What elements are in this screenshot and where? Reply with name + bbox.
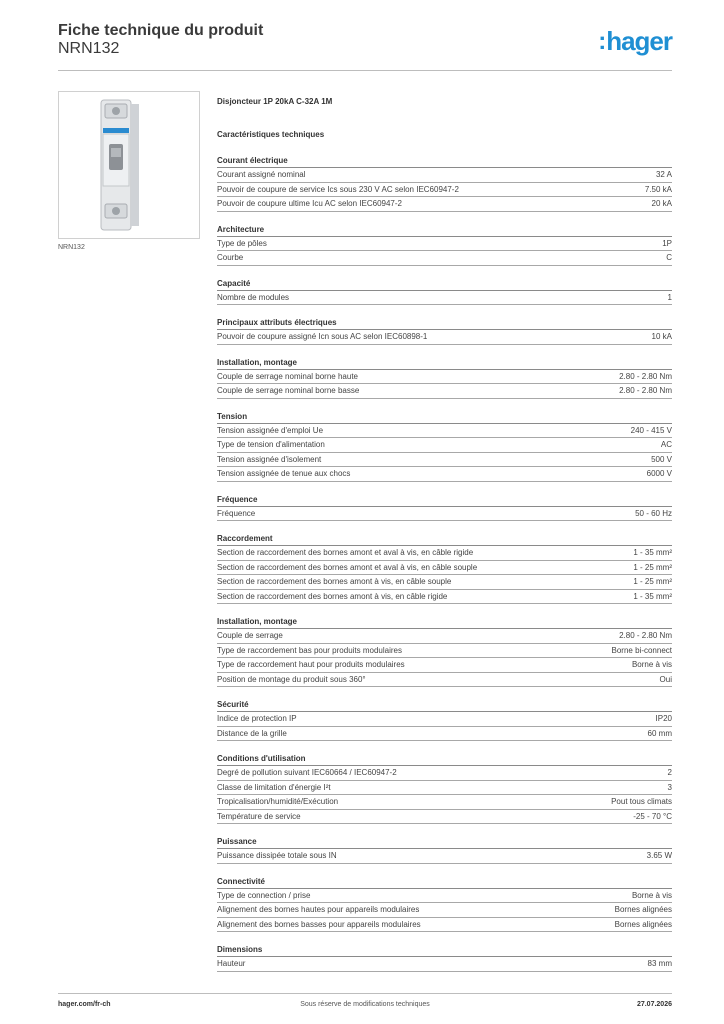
spec-label: Section de raccordement des bornes amont à vis, en câble rigide <box>217 591 448 601</box>
spec-row <box>217 197 672 212</box>
spec-row <box>217 903 672 918</box>
spec-value: 2.80 - 2.80 Nm <box>619 371 672 381</box>
spec-section <box>217 494 672 522</box>
logo-text: hager <box>606 26 672 56</box>
page-title: Fiche technique du produit <box>58 22 264 39</box>
page-footer <box>58 993 672 1014</box>
section-title: Puissance <box>217 836 672 849</box>
spec-row <box>217 810 672 825</box>
spec-section <box>217 876 672 933</box>
spec-section <box>217 533 672 604</box>
spec-value: 83 mm <box>647 959 672 968</box>
product-name: Disjoncteur 1P 20kA C-32A 1M <box>217 97 333 106</box>
spec-label: Alignement des bornes basses pour appareils modulaires <box>217 919 421 929</box>
spec-label: Type de raccordement haut pour produits modulaires <box>217 660 405 669</box>
spec-value: Oui <box>659 674 672 684</box>
spec-row <box>217 183 672 198</box>
spec-value: 500 V <box>651 454 672 464</box>
spec-row <box>217 168 672 183</box>
spec-value: 50 - 60 Hz <box>635 508 672 518</box>
section-title: Raccordement <box>217 533 672 546</box>
spec-row <box>217 727 672 742</box>
spec-label: Tension assignée d'emploi Ue <box>217 425 324 435</box>
spec-row <box>217 889 672 904</box>
spec-value: IP20 <box>655 714 672 723</box>
spec-value: 60 mm <box>647 728 672 738</box>
spec-sections <box>217 155 672 972</box>
section-title: Capacité <box>217 278 672 291</box>
spec-section <box>217 836 672 864</box>
spec-section <box>217 155 672 212</box>
spec-row <box>217 467 672 482</box>
spec-row <box>217 237 672 252</box>
section-title: Conditions d'utilisation <box>217 753 672 766</box>
spec-row <box>217 438 672 453</box>
spec-label: Type de tension d'alimentation <box>217 440 325 449</box>
spec-label: Couple de serrage nominal borne basse <box>217 386 360 395</box>
spec-content <box>217 96 672 972</box>
spec-value: 1 - 25 mm² <box>633 577 672 586</box>
spec-row <box>217 644 672 659</box>
spec-label: Tension assignée de tenue aux chocs <box>217 469 351 478</box>
section-title: Courant électrique <box>217 155 672 168</box>
section-title: Installation, montage <box>217 616 672 629</box>
spec-label: Section de raccordement des bornes amont à vis, en câble souple <box>217 577 452 586</box>
spec-label: Tension assignée d'isolement <box>217 454 322 464</box>
spec-value: 2.80 - 2.80 Nm <box>619 631 672 640</box>
spec-row <box>217 957 672 972</box>
spec-label: Courbe <box>217 253 244 262</box>
spec-value: 1 - 35 mm² <box>633 548 672 557</box>
spec-section <box>217 616 672 687</box>
spec-value: 10 kA <box>651 332 672 341</box>
spec-label: Position de montage du produit sous 360° <box>217 674 366 684</box>
spec-label: Type de connection / prise <box>217 890 311 900</box>
spec-label: Section de raccordement des bornes amont et aval à vis, en câble souple <box>217 562 478 572</box>
spec-value: 6000 V <box>646 469 672 478</box>
hager-logo[interactable] <box>598 26 672 57</box>
spec-value: Borne à vis <box>631 660 672 669</box>
spec-row <box>217 795 672 810</box>
spec-label: Tropicalisation/humidité/Exécution <box>217 797 339 806</box>
spec-label: Nombre de modules <box>217 292 290 302</box>
spec-section <box>217 278 672 306</box>
spec-label: Puissance dissipée totale sous IN <box>217 851 337 860</box>
spec-value: 1 - 35 mm² <box>633 591 672 601</box>
spec-value: AC <box>660 440 672 449</box>
section-title: Connectivité <box>217 876 672 889</box>
spec-label: Distance de la grille <box>217 728 287 738</box>
spec-value: 3 <box>667 782 672 792</box>
spec-row <box>217 658 672 673</box>
spec-value: 2.80 - 2.80 Nm <box>619 386 672 395</box>
spec-row <box>217 766 672 781</box>
spec-value: 240 - 415 V <box>630 425 672 435</box>
spec-row <box>217 546 672 561</box>
spec-row <box>217 330 672 345</box>
spec-row <box>217 918 672 933</box>
spec-value: Borne bi-connect <box>611 645 672 655</box>
spec-section <box>217 753 672 824</box>
spec-row <box>217 291 672 306</box>
footer-notice: Sous réserve de modifications techniques <box>300 1001 430 1008</box>
spec-value: 32 A <box>655 170 672 179</box>
spec-label: Courant assigné nominal <box>217 170 306 179</box>
spec-label: Classe de limitation d'énergie I²t <box>217 782 331 792</box>
product-image <box>58 91 200 239</box>
spec-row <box>217 561 672 576</box>
spec-section <box>217 224 672 266</box>
spec-row <box>217 781 672 796</box>
spec-value: Bornes alignées <box>614 905 672 914</box>
section-title: Installation, montage <box>217 357 672 370</box>
spec-value: 1P <box>662 238 672 248</box>
spec-value: Bornes alignées <box>614 919 672 929</box>
spec-row <box>217 575 672 590</box>
logo-mark-icon: : <box>598 27 606 55</box>
spec-value: -25 - 70 °C <box>633 811 672 821</box>
spec-section <box>217 944 672 972</box>
spec-row <box>217 507 672 522</box>
spec-row <box>217 453 672 468</box>
section-title: Fréquence <box>217 494 672 507</box>
spec-value: Borne à vis <box>631 890 672 900</box>
spec-row <box>217 849 672 864</box>
product-image-caption: NRN132 <box>58 244 85 251</box>
footer-website-link[interactable]: hager.com/fr-ch <box>58 1001 111 1008</box>
spec-value: 1 <box>667 292 672 302</box>
section-title: Dimensions <box>217 944 672 957</box>
spec-section <box>217 699 672 741</box>
page-header <box>58 20 672 71</box>
spec-section <box>217 411 672 482</box>
spec-row <box>217 424 672 439</box>
spec-section <box>217 317 672 345</box>
section-title: Architecture <box>217 224 672 237</box>
tech-specs-heading: Caractéristiques techniques <box>217 130 325 139</box>
spec-value: C <box>666 253 672 262</box>
spec-label: Section de raccordement des bornes amont et aval à vis, en câble rigide <box>217 548 474 557</box>
spec-label: Type de pôles <box>217 238 267 248</box>
spec-row <box>217 673 672 688</box>
spec-label: Hauteur <box>217 959 246 968</box>
circuit-breaker-icon <box>59 92 199 238</box>
spec-label: Indice de protection IP <box>217 714 297 723</box>
spec-row <box>217 251 672 266</box>
spec-label: Pouvoir de coupure assigné Icn sous AC selon IEC60898-1 <box>217 332 428 341</box>
section-title: Principaux attributs électriques <box>217 317 672 330</box>
spec-value: 3.65 W <box>646 851 672 860</box>
spec-label: Fréquence <box>217 508 256 518</box>
spec-label: Alignement des bornes hautes pour appareils modulaires <box>217 905 420 914</box>
spec-label: Température de service <box>217 811 301 821</box>
spec-value: 7.50 kA <box>644 184 672 194</box>
spec-label: Pouvoir de coupure de service Ics sous 230 V AC selon IEC60947-2 <box>217 184 459 194</box>
spec-row <box>217 384 672 399</box>
spec-label: Degré de pollution suivant IEC60664 / IEC60947-2 <box>217 768 397 777</box>
spec-value: 1 - 25 mm² <box>633 562 672 572</box>
spec-label: Type de raccordement bas pour produits modulaires <box>217 645 402 655</box>
spec-label: Couple de serrage nominal borne haute <box>217 371 358 381</box>
spec-row <box>217 370 672 385</box>
spec-value: Pout tous climats <box>611 797 672 806</box>
spec-label: Pouvoir de coupure ultime Icu AC selon IEC60947-2 <box>217 199 402 208</box>
spec-row <box>217 629 672 644</box>
footer-date: 27.07.2026 <box>636 1001 672 1008</box>
spec-value: 20 kA <box>651 199 672 208</box>
spec-row <box>217 712 672 727</box>
spec-section <box>217 357 672 399</box>
product-reference: NRN132 <box>58 40 120 57</box>
spec-label: Couple de serrage <box>217 631 283 640</box>
spec-value: 2 <box>667 768 672 777</box>
section-title: Tension <box>217 411 672 424</box>
spec-row <box>217 590 672 605</box>
section-title: Sécurité <box>217 699 672 712</box>
